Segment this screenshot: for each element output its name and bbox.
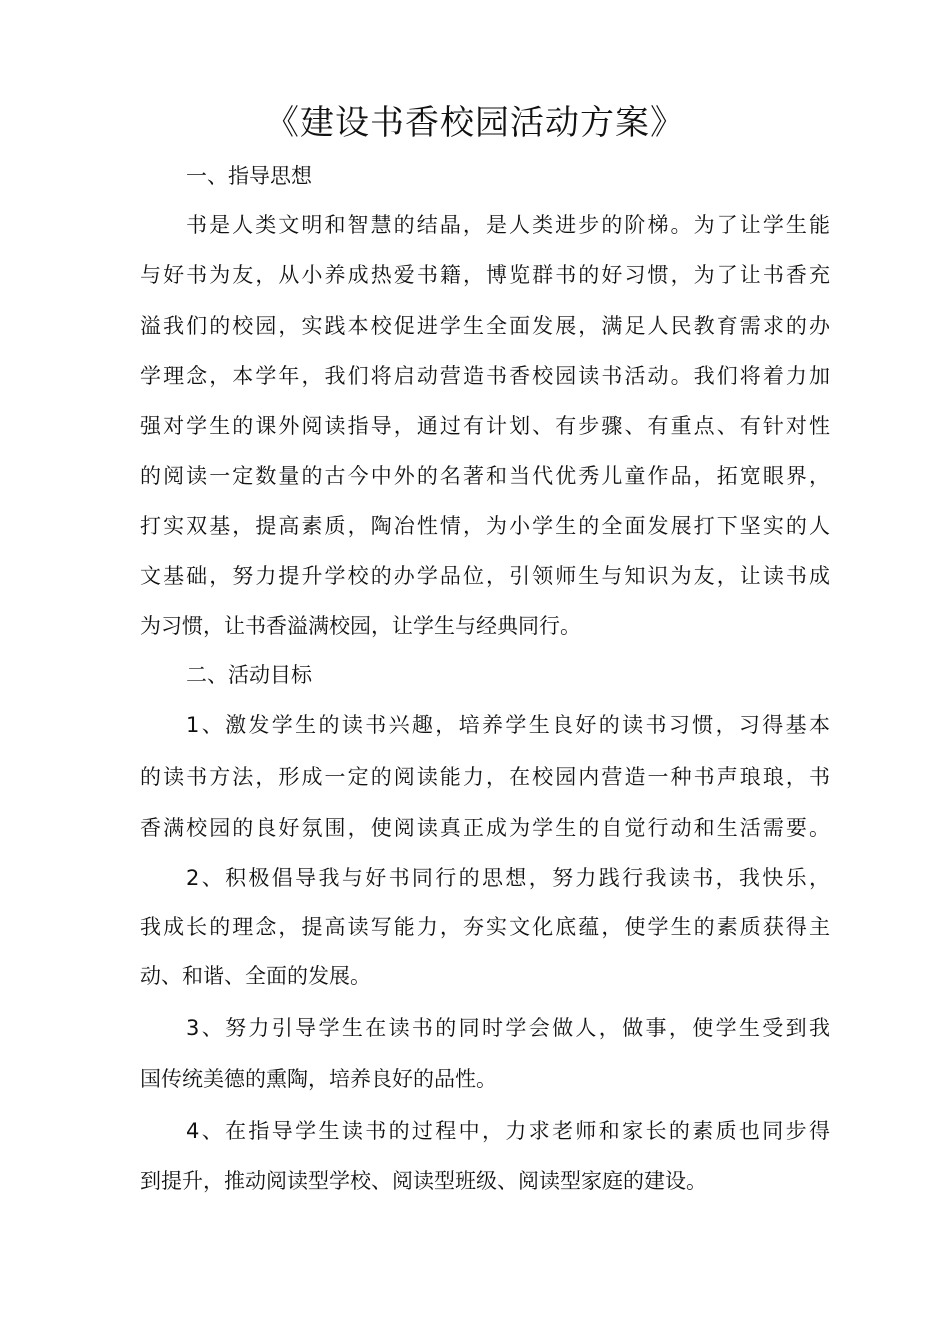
section-heading-activity-goals: 二、活动目标 bbox=[186, 663, 312, 687]
paragraph-line: 强对学生的课外阅读指导，通过有计划、有步骤、有重点、有针对性 bbox=[140, 414, 830, 438]
goal-4-line: 到提升，推动阅读型学校、阅读型班级、阅读型家庭的建设。 bbox=[140, 1169, 707, 1193]
goal-3-line: 国传统美德的熏陶，培养良好的品性。 bbox=[140, 1067, 497, 1091]
goal-1-line: 的读书方法，形成一定的阅读能力，在校园内营造一种书声琅琅，书 bbox=[140, 765, 830, 789]
paragraph-line: 书是人类文明和智慧的结晶，是人类进步的阶梯。为了让学生能 bbox=[186, 213, 830, 237]
paragraph-line: 打实双基，提高素质，陶冶性情，为小学生的全面发展打下坚实的人 bbox=[140, 514, 830, 538]
goal-1-line: 1、激发学生的读书兴趣，培养学生良好的读书习惯，习得基本 bbox=[186, 713, 830, 737]
goal-2-line: 2、积极倡导我与好书同行的思想，努力践行我读书，我快乐， bbox=[186, 866, 830, 890]
paragraph-line: 的阅读一定数量的古今中外的名著和当代优秀儿童作品，拓宽眼界， bbox=[140, 464, 830, 488]
goal-3-line: 3、努力引导学生在读书的同时学会做人，做事，使学生受到我 bbox=[186, 1016, 830, 1040]
section-heading-guiding-thought: 一、指导思想 bbox=[186, 164, 312, 188]
goal-4-line: 4、在指导学生读书的过程中，力求老师和家长的素质也同步得 bbox=[186, 1119, 830, 1143]
paragraph-line: 学理念，本学年，我们将启动营造书香校园读书活动。我们将着力加 bbox=[140, 364, 830, 388]
goal-2-line: 动、和谐、全面的发展。 bbox=[140, 964, 371, 988]
document-title: 《建设书香校园活动方案》 bbox=[265, 103, 685, 143]
paragraph-line: 与好书为友，从小养成热爱书籍，博览群书的好习惯，为了让书香充 bbox=[140, 263, 830, 287]
goal-2-line: 我成长的理念，提高读写能力，夯实文化底蕴，使学生的素质获得主 bbox=[140, 915, 830, 939]
paragraph-line: 为习惯，让书香溢满校园，让学生与经典同行。 bbox=[140, 614, 581, 638]
paragraph-line: 文基础，努力提升学校的办学品位，引领师生与知识为友，让读书成 bbox=[140, 564, 830, 588]
goal-1-line: 香满校园的良好氛围，使阅读真正成为学生的自觉行动和生活需要。 bbox=[140, 816, 830, 840]
paragraph-line: 溢我们的校园，实践本校促进学生全面发展，满足人民教育需求的办 bbox=[140, 314, 830, 338]
